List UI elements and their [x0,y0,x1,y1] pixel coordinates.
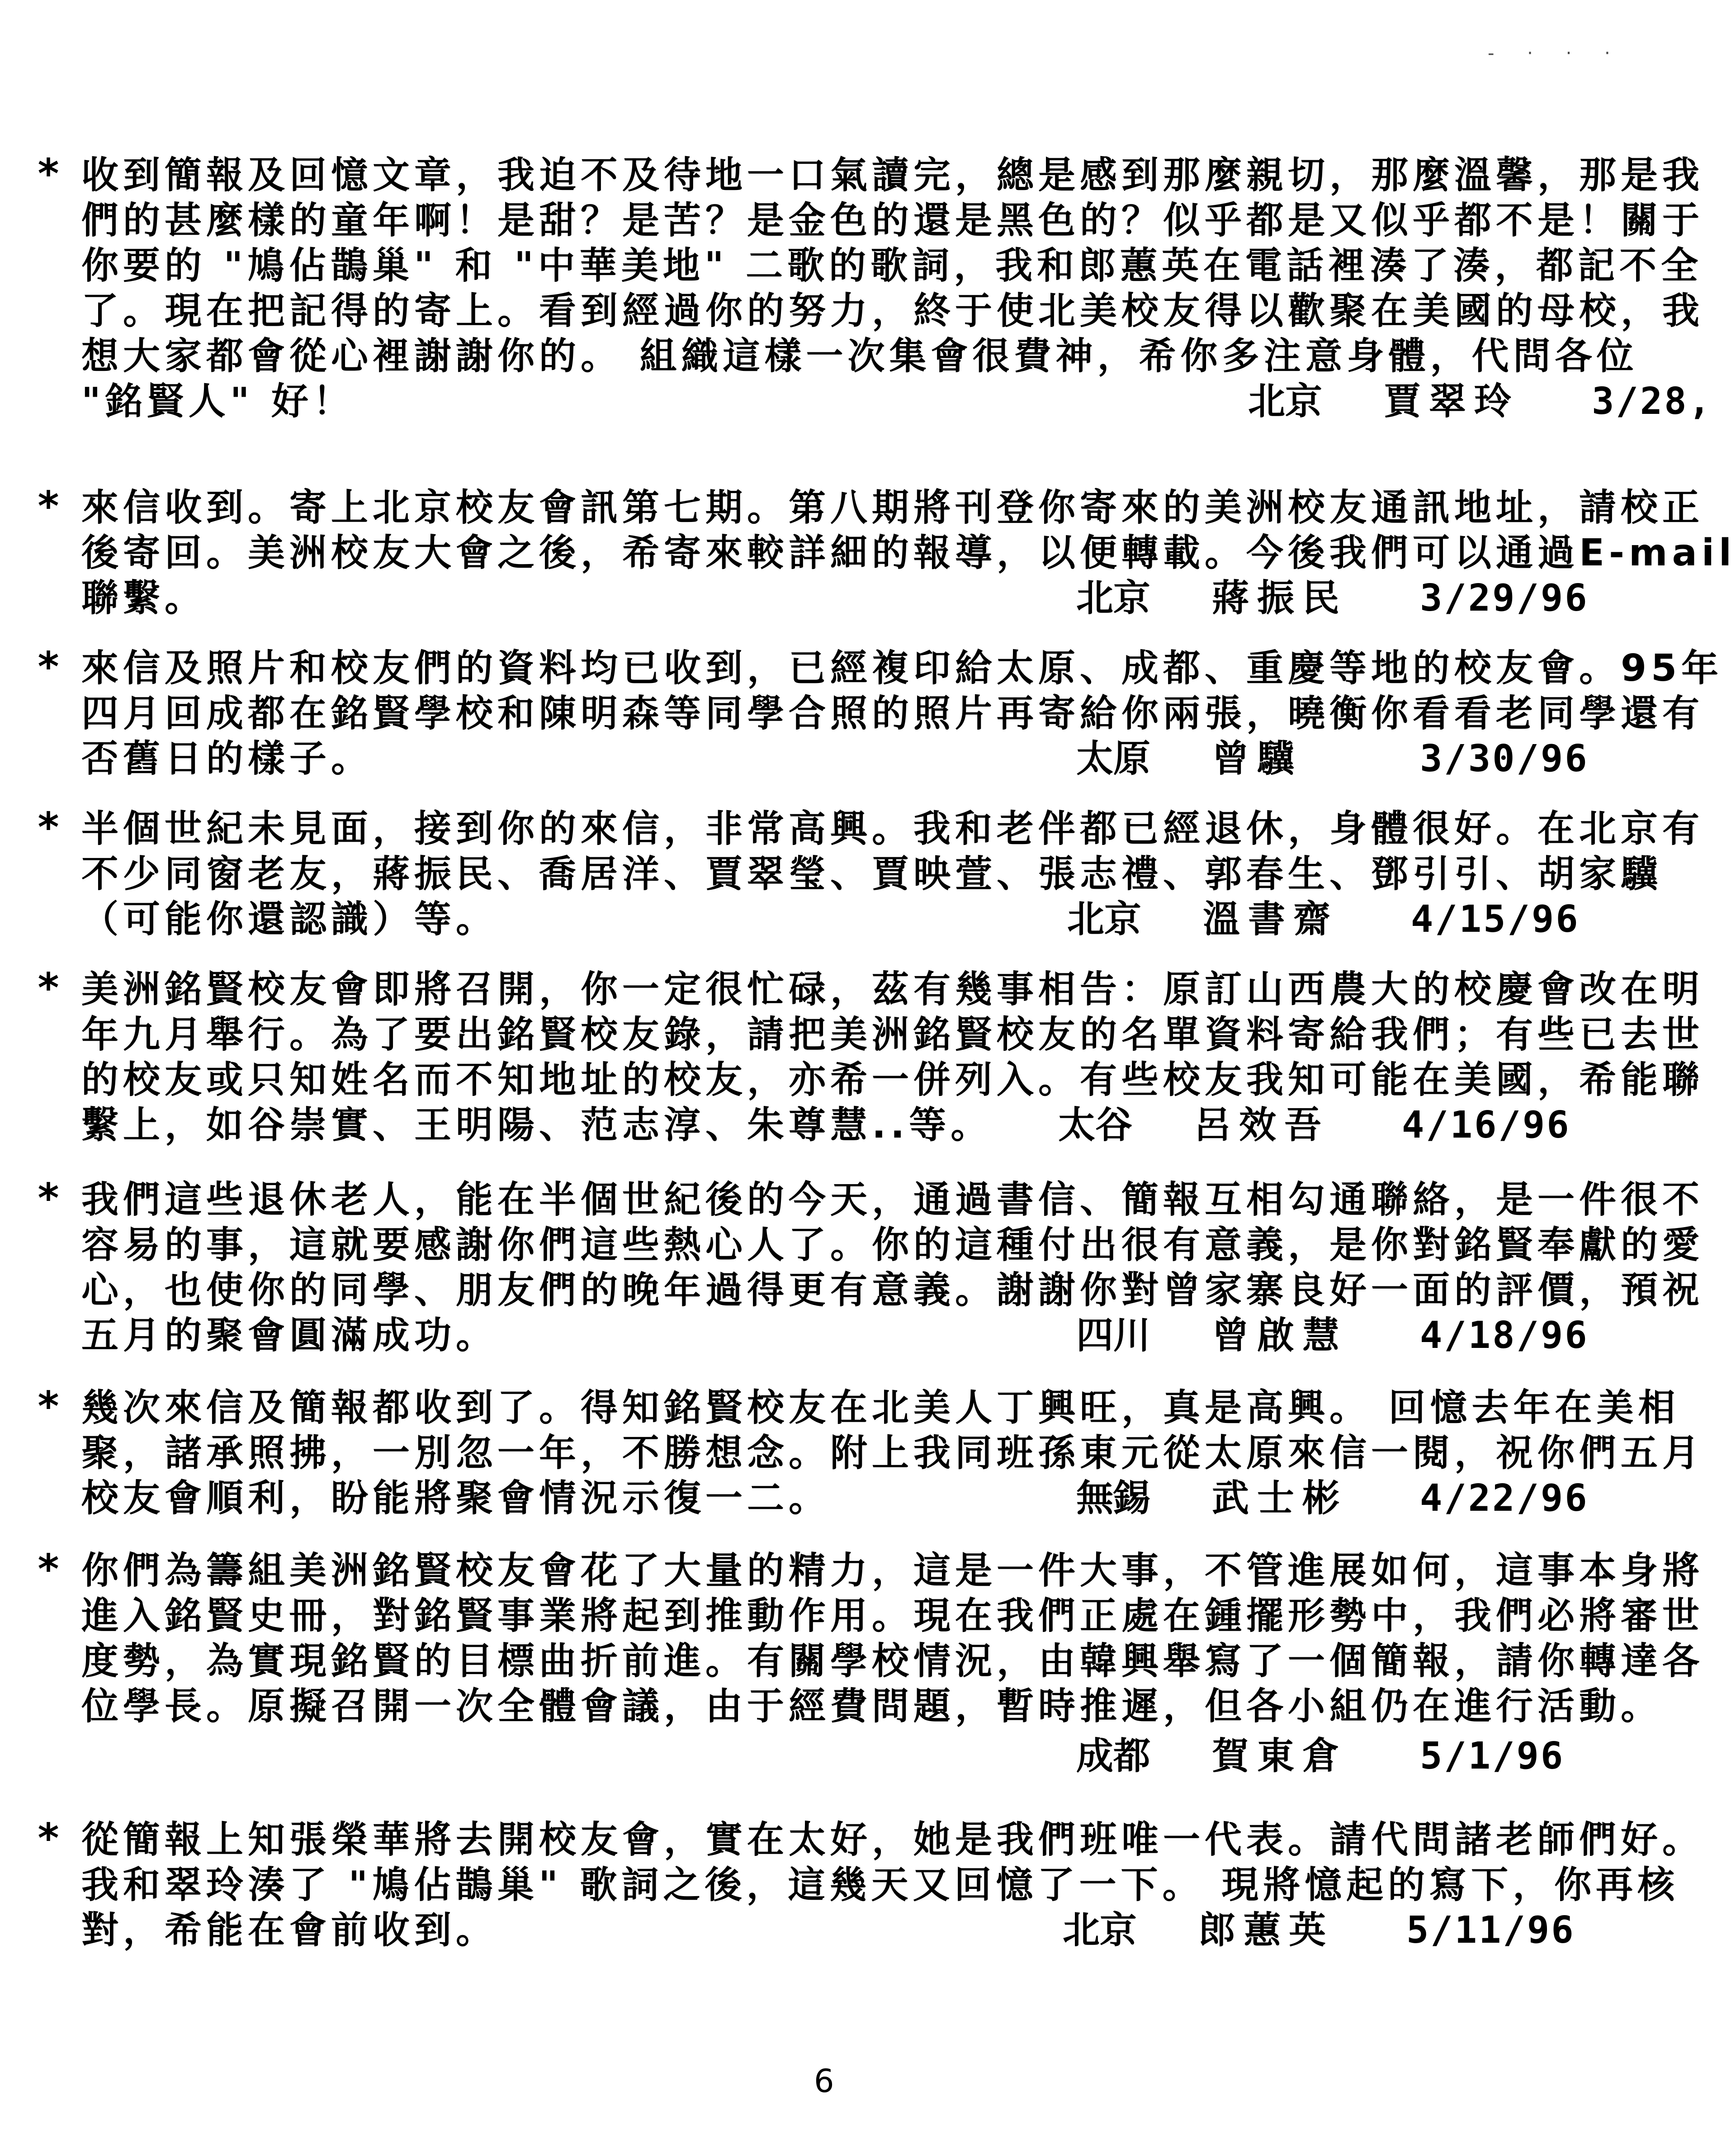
sender-date: 3/30/96 [1420,737,1589,780]
entry-line: "銘賢人" 好！ [81,380,355,423]
entry-line: 五月的聚會圓滿成功。 [81,1314,498,1357]
entry-line: 想大家都會從心裡謝謝你的。 組織這樣一次集會很費神，希你多注意身體，代問各位 [81,335,1638,378]
bullet-mark: * [36,1383,61,1430]
entry-line: （可能你還認識）等。 [81,898,498,941]
entry-line: 繫上，如谷崇實、王明陽、范志淳、朱尊慧..等。 [81,1104,993,1147]
entry-line: 度勢，為實現銘賢的目標曲折前進。有關學校情況，由韓興舉寫了一個簡報，請你轉達各 [81,1640,1704,1683]
sender-name: 賈翠玲 [1384,380,1520,423]
sender-place: 北京 [1067,898,1142,941]
entry-line: 進入銘賢史冊，對銘賢事業將起到推動作用。現在我們正處在鍾擺形勢中，我們必將審世 [81,1594,1704,1637]
entry-line: 收到簡報及回憶文章，我迫不及待地一口氣讀完，總是感到那麼親切，那麼溫馨，那是我 [81,154,1704,197]
entry-line: 校友會順利，盼能將聚會情況示復一二。 [81,1477,831,1520]
sender-place: 北京 [1076,577,1151,620]
page-number: 6 [814,2063,834,2100]
entry-line: 你要的 "鳩佔鵲巢" 和 "中華美地" 二歌的歌詞，我和郎蕙英在電話裡湊了湊，都記不全 [81,244,1703,287]
bullet-mark: * [36,150,61,198]
sender-name: 蔣振民 [1212,577,1348,620]
entry-line: 聚，諸承照拂，一別忽一年，不勝想念。附上我同班孫東元從太原來信一閱，祝你們五月 [81,1432,1704,1475]
sender-date: 4/18/96 [1420,1314,1589,1357]
sender-date: 3/29/96 [1420,577,1589,620]
bullet-mark: * [36,1546,61,1593]
sender-place: 成都 [1076,1735,1151,1778]
sender-name: 武士彬 [1212,1477,1348,1520]
entry-line: 位學長。原擬召開一次全體會議，由于經費問題，暫時推遲，但各小組仍在進行活動。 [81,1685,1663,1728]
entry-line: 後寄回。美洲校友大會之後，希寄來較詳細的報導，以便轉載。今後我們可以通過E-mail [81,531,1736,574]
bullet-mark: * [36,643,61,691]
sender-date: 5/11/96 [1406,1909,1575,1952]
entry-line: 四月回成都在銘賢學校和陳明森等同學合照的照片再寄給你兩張，曉衡你看看老同學還有 [81,692,1704,735]
entry-line: 來信收到。寄上北京校友會訊第七期。第八期將刊登你寄來的美洲校友通訊地址，請校正 [81,486,1704,529]
entry-line: 心，也使你的同學、朋友們的晚年過得更有意義。謝謝你對曾家寨良好一面的評價，預祝 [81,1269,1704,1312]
entry-line: 年九月舉行。為了要出銘賢校友錄，請把美洲銘賢校友的名單資料寄給我們；有些已去世 [81,1013,1704,1056]
entry-line: 們的甚麼樣的童年啊！是甜？是苦？是金色的還是黑色的？似乎都是又似乎都不是！關于 [81,199,1704,242]
sender-name: 溫書齋 [1203,898,1339,941]
entry-line: 從簡報上知張榮華將去開校友會，實在太好，她是我們班唯一代表。請代問諸老師們好。 [81,1818,1704,1861]
entry-line: 我和翠玲湊了 "鳩佔鵲巢" 歌詞之後，這幾天又回憶了一下。 現將憶起的寫下，你再核 [81,1864,1679,1907]
bullet-mark: * [36,964,61,1012]
bullet-mark: * [36,1175,61,1222]
bullet-mark: * [36,1815,61,1862]
entry-line: 對，希能在會前收到。 [81,1909,498,1952]
sender-place: 四川 [1076,1314,1151,1357]
sender-place: 太谷 [1058,1104,1133,1147]
sender-date: 4/16/96 [1402,1104,1571,1147]
sender-date: 4/15/96 [1411,898,1580,941]
entry-line: 美洲銘賢校友會即將召開，你一定很忙碌，茲有幾事相告：原訂山西農大的校慶會改在明 [81,968,1704,1011]
entry-line: 不少同窗老友，蔣振民、喬居洋、賈翠瑩、賈映萱、張志禮、郭春生、鄧引引、胡家驥 [81,853,1663,896]
sender-name: 曾啟慧 [1212,1314,1348,1357]
entry-line: 的校友或只知姓名而不知地址的校友，亦希一併列入。有些校友我知可能在美國，希能聯 [81,1058,1704,1101]
sender-name: 呂效吾 [1194,1104,1330,1147]
sender-place: 北京 [1248,380,1323,423]
sender-date: 3/28, [1592,380,1712,423]
sender-name: 郎蕙英 [1198,1909,1334,1952]
sender-place: 無錫 [1076,1477,1151,1520]
entry-line: 聯繫。 [81,577,207,620]
scan-specks: - · · · [1488,43,1624,64]
sender-date: 4/22/96 [1420,1477,1589,1520]
bullet-mark: * [36,804,61,851]
sender-name: 賀東倉 [1212,1735,1348,1778]
sender-place: 北京 [1063,1909,1137,1952]
sender-date: 5/1/96 [1420,1735,1565,1778]
entry-line: 否舊日的樣子。 [81,737,373,780]
entry-line: 幾次來信及簡報都收到了。得知銘賢校友在北美人丁興旺，真是高興。 回憶去年在美相 [81,1386,1680,1429]
sender-name: 曾驥 [1212,737,1303,780]
entry-line: 來信及照片和校友們的資料均已收到，已經複印給太原、成都、重慶等地的校友會。95年 [81,647,1723,690]
entry-line: 容易的事，這就要感謝你們這些熱心人了。你的這種付出很有意義，是你對銘賢奉獻的愛 [81,1224,1704,1266]
entry-line: 半個世紀未見面，接到你的來信，非常高興。我和老伴都已經退休，身體很好。在北京有 [81,807,1704,850]
sender-place: 太原 [1076,737,1151,780]
entry-line: 你們為籌組美洲銘賢校友會花了大量的精力，這是一件大事，不管進展如何，這事本身將 [81,1549,1704,1592]
entry-line: 我們這些退休老人，能在半個世紀後的今天，通過書信、簡報互相勾通聯絡，是一件很不 [81,1178,1704,1221]
bullet-mark: * [36,483,61,530]
entry-line: 了。現在把記得的寄上。看到經過你的努力，終于使北美校友得以歡聚在美國的母校，我 [81,289,1704,332]
